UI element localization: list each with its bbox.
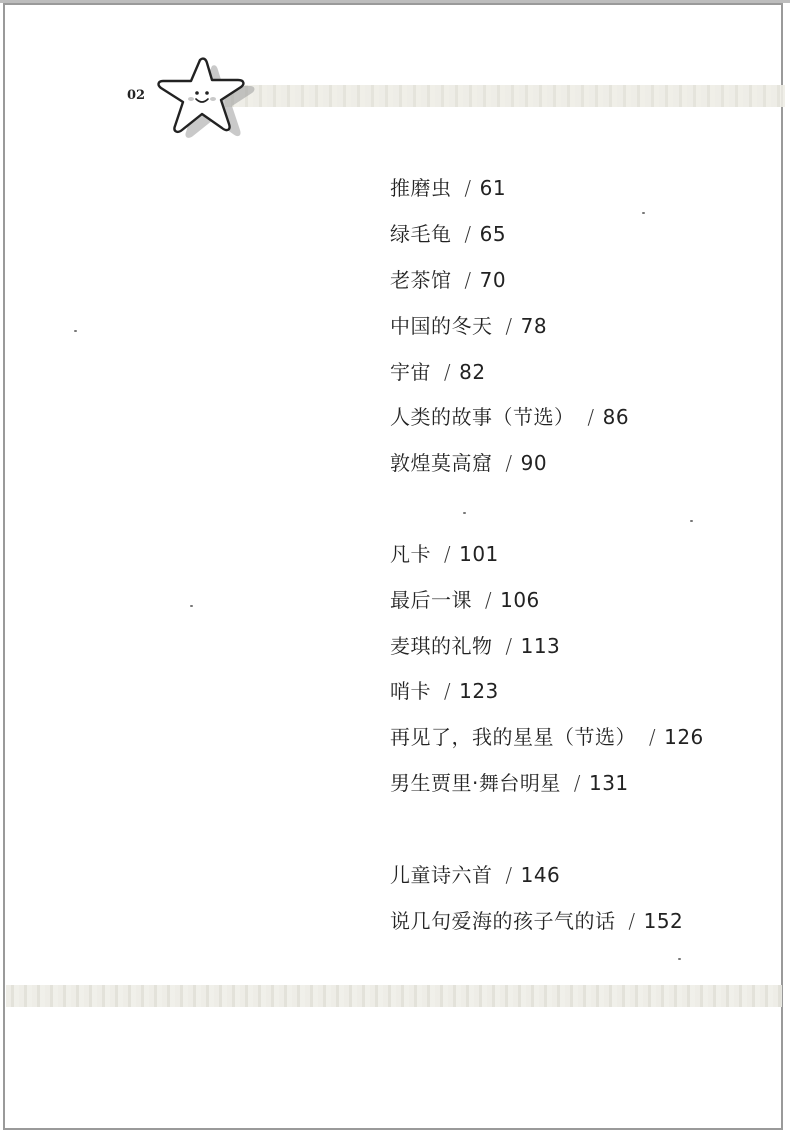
toc-entry-title: 老茶馆	[390, 268, 452, 292]
toc-entry-title: 宇宙	[390, 360, 431, 384]
toc-entry-page: 123	[459, 679, 499, 703]
toc-entry	[390, 630, 560, 659]
toc-separator: /	[505, 451, 513, 475]
toc-entry	[390, 447, 547, 476]
toc-entry	[390, 401, 629, 430]
toc-entry	[390, 905, 683, 934]
print-speck	[74, 330, 77, 332]
toc-entry-title: 儿童诗六首	[390, 863, 493, 887]
toc-entry-page: 82	[459, 360, 486, 384]
print-speck	[678, 958, 681, 960]
toc-entry-page: 126	[664, 725, 704, 749]
toc-separator: /	[443, 679, 452, 703]
toc-separator: /	[464, 268, 472, 292]
print-speck	[690, 520, 693, 522]
toc-entry-title: 敦煌莫高窟	[390, 451, 493, 475]
print-speck	[190, 605, 193, 607]
toc-separator: /	[484, 588, 493, 612]
toc-separator: /	[573, 771, 581, 795]
toc-separator: /	[587, 405, 595, 429]
footer-band	[6, 985, 782, 1007]
toc-entry-title: 哨卡	[390, 679, 431, 703]
toc-entry-page: 101	[459, 542, 499, 566]
toc-entry-page: 78	[520, 314, 548, 338]
toc-separator: /	[464, 176, 472, 200]
toc-entry	[390, 721, 704, 750]
toc-entry	[390, 538, 499, 567]
toc-entry-page: 106	[500, 588, 540, 612]
page-number: 02	[127, 88, 146, 103]
toc-entry-title: 再见了，我的星星（节选）	[390, 725, 636, 749]
toc-entry	[390, 356, 486, 385]
toc-entry	[390, 218, 506, 247]
toc-entry-title: 麦琪的礼物	[390, 634, 493, 658]
print-speck	[642, 212, 645, 214]
toc-separator: /	[505, 634, 513, 658]
toc-entry-title: 绿毛龟	[390, 222, 452, 246]
toc-entry-page: 70	[479, 268, 507, 292]
toc-separator: /	[648, 725, 657, 749]
toc-entry-title: 男生贾里·舞台明星	[390, 771, 561, 795]
toc-entry-title: 最后一课	[390, 588, 472, 612]
toc-separator: /	[628, 909, 636, 933]
toc-entry	[390, 172, 506, 201]
toc-entry-page: 131	[588, 771, 629, 795]
toc-entry-page: 146	[520, 863, 561, 887]
toc-separator: /	[505, 863, 513, 887]
toc-entry-page: 86	[602, 405, 630, 429]
toc-entry	[390, 675, 499, 704]
toc-entry	[390, 859, 560, 888]
toc-entry-title: 说几句爱海的孩子气的话	[390, 909, 616, 933]
toc-entry-title: 推磨虫	[390, 176, 452, 200]
toc-entry-page: 61	[479, 176, 507, 200]
toc-separator: /	[443, 360, 452, 384]
toc-separator: /	[443, 542, 452, 566]
toc-entry	[390, 584, 540, 613]
toc-separator: /	[505, 314, 513, 338]
toc-entry-title: 凡卡	[390, 542, 431, 566]
toc-separator: /	[464, 222, 472, 246]
toc-entry-title: 人类的故事（节选）	[390, 405, 575, 429]
toc-entry	[390, 264, 506, 293]
header-band	[225, 85, 785, 107]
toc-entry-title: 中国的冬天	[390, 314, 493, 338]
toc-entry	[390, 767, 629, 796]
toc-entry-page: 90	[520, 451, 548, 475]
toc-entry-page: 152	[643, 909, 684, 933]
smiling-star-icon	[152, 52, 260, 144]
toc-entry	[390, 310, 547, 339]
toc-entry-page: 113	[520, 634, 561, 658]
toc-entry-page: 65	[479, 222, 507, 246]
print-speck	[463, 512, 466, 514]
